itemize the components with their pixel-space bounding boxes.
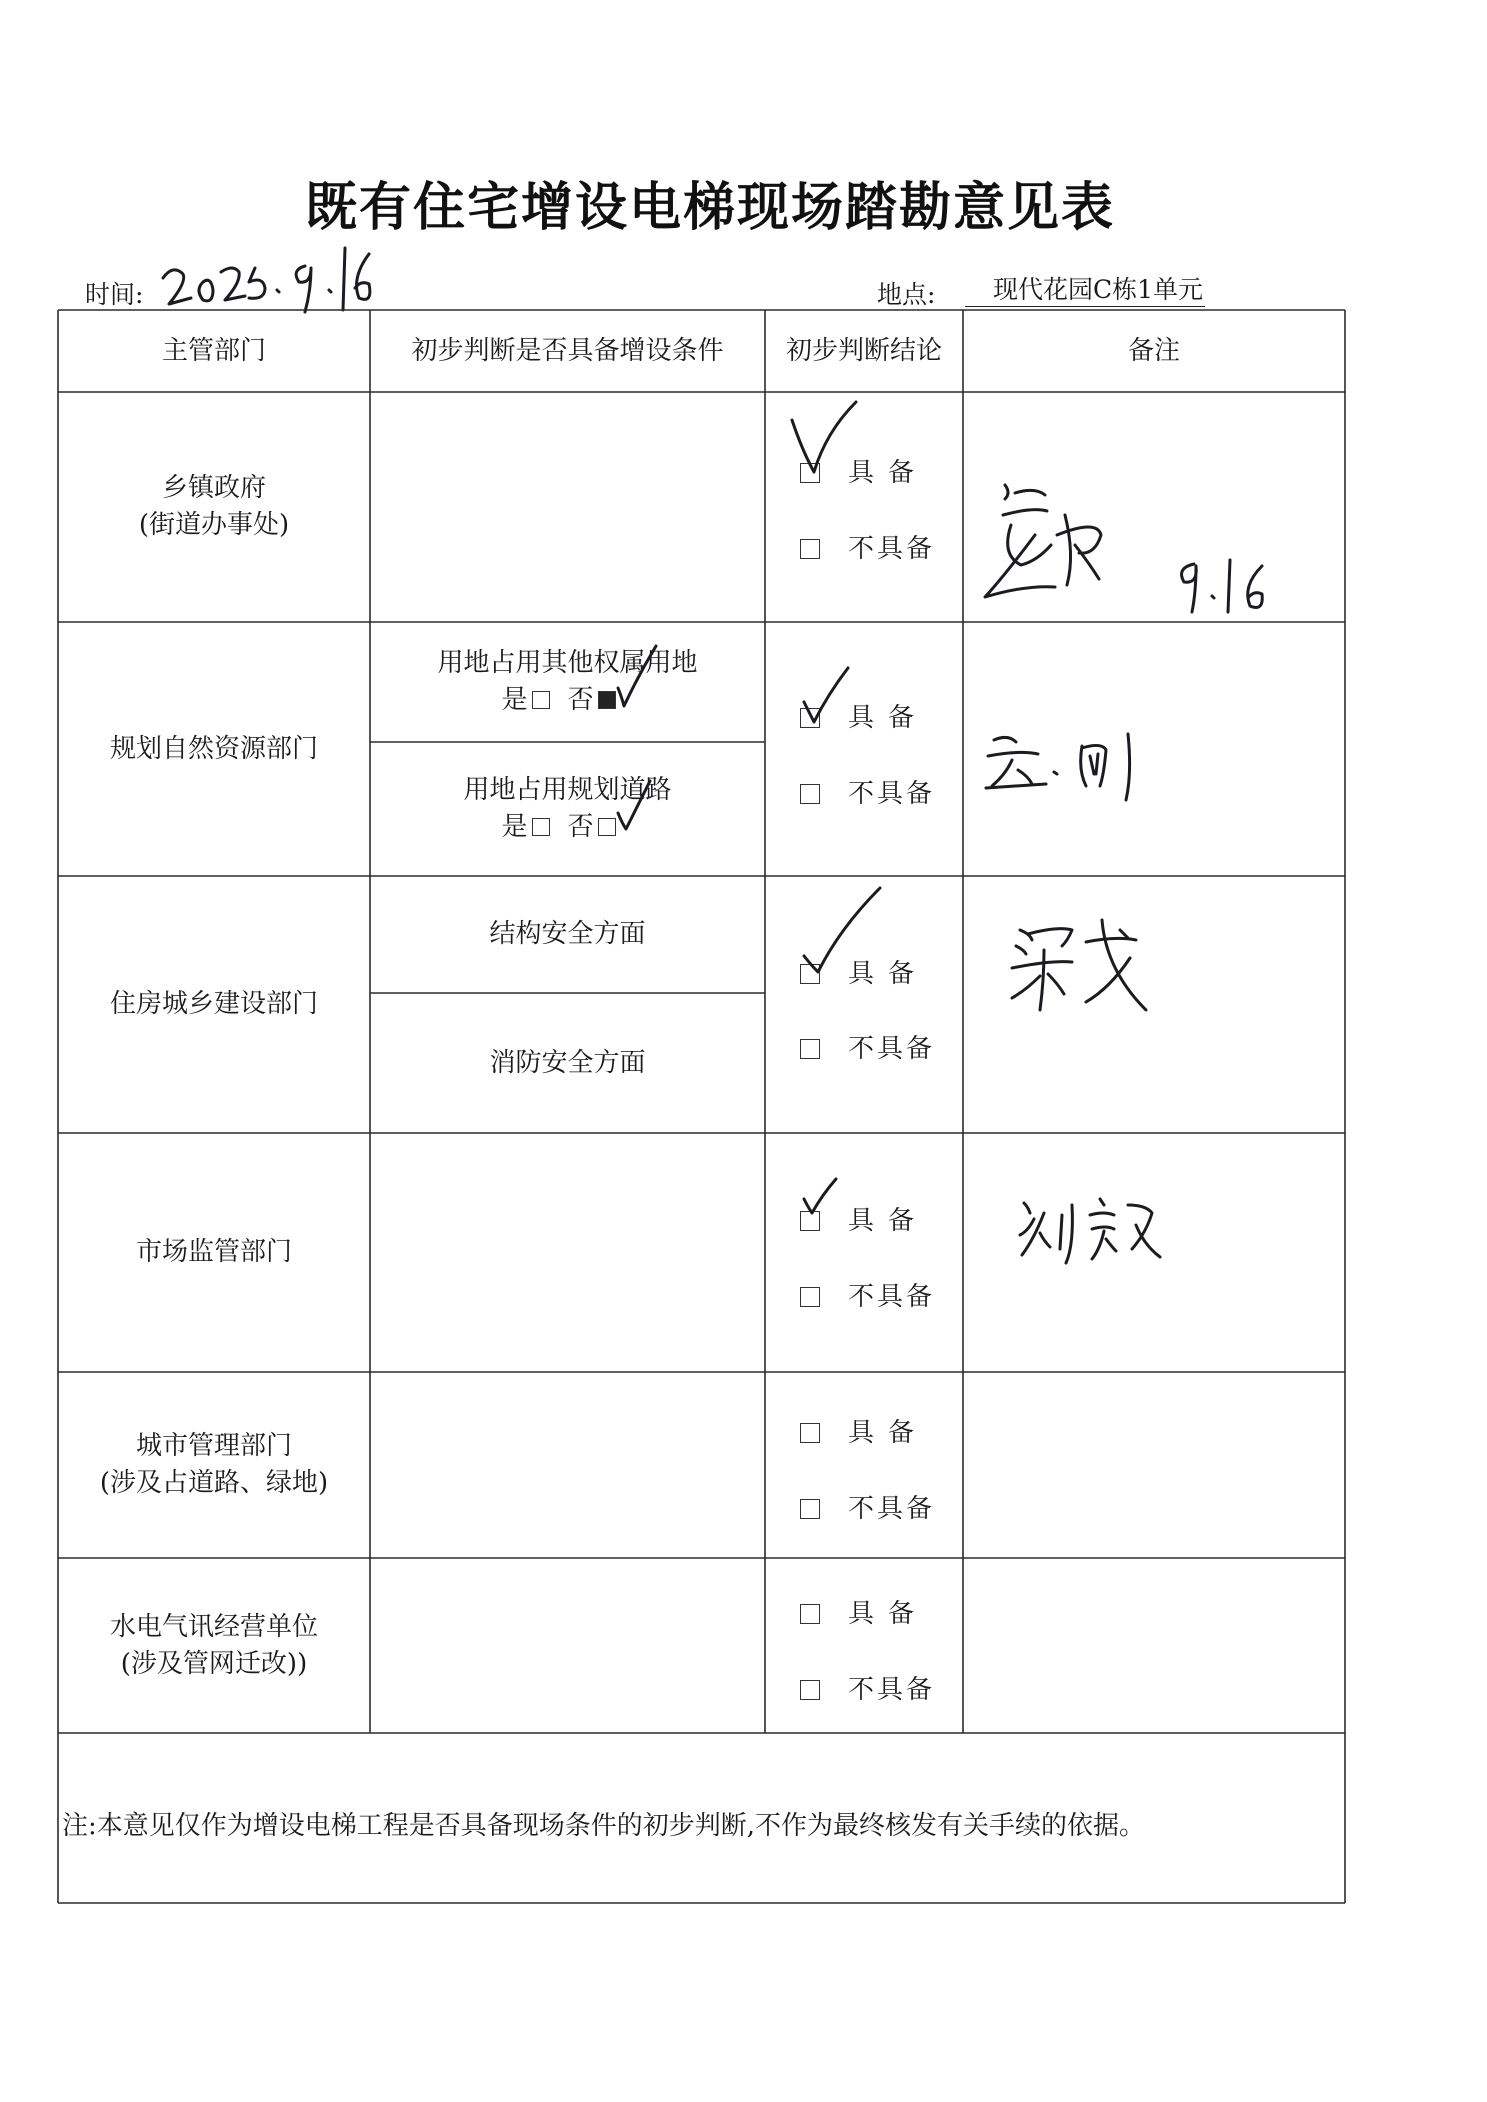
checkmark-icon (798, 662, 858, 732)
option-label: 具备 (848, 458, 929, 488)
criteria-text: 用地占用规划道路 (463, 775, 672, 805)
header-conclusion: 初步判断结论 (785, 335, 942, 366)
option-no-checkbox[interactable] (800, 1028, 935, 1065)
table-row-dept (58, 1558, 370, 1733)
table-row-dept (58, 392, 370, 622)
option-label: 具备 (848, 1599, 929, 1629)
dept-name: 规划自然资源部门 (109, 733, 318, 764)
yes-label: 是 (501, 685, 528, 715)
checkmark-icon (786, 398, 866, 488)
yes-checkbox[interactable] (532, 691, 550, 709)
checkbox-box[interactable] (800, 784, 820, 804)
table-row-dept (58, 1372, 370, 1558)
criteria-text: 用地占用其他权属用地 (437, 648, 698, 678)
checkbox-box[interactable] (800, 1604, 820, 1624)
checkbox-box[interactable] (800, 539, 820, 559)
option-label: 不具备 (848, 1282, 936, 1312)
header-criteria: 初步判断是否具备增设条件 (411, 335, 724, 366)
checkmark-icon (798, 1175, 848, 1225)
yes-checkbox[interactable] (532, 818, 550, 836)
option-no-checkbox[interactable] (800, 773, 935, 810)
yes-label: 是 (501, 812, 528, 842)
dept-name: 城市管理部门 (135, 1431, 292, 1461)
time-label: 时间: (85, 280, 144, 309)
dept-name: 乡镇政府 (161, 473, 266, 503)
location-value: 现代花园C栋1单元 (965, 275, 1205, 307)
dept-name: 住房城乡建设部门 (109, 989, 318, 1019)
form-title: 既有住宅增设电梯现场踏勘意见表 (304, 178, 1115, 238)
option-label: 不具备 (848, 534, 936, 564)
option-no-checkbox[interactable] (800, 1276, 935, 1313)
header-department: 主管部门 (161, 335, 266, 366)
table-row-dept (58, 876, 370, 1133)
location-label: 地点: (877, 280, 936, 309)
checkbox-box[interactable] (800, 1499, 820, 1519)
option-label: 不具备 (848, 1494, 936, 1524)
signature-image (975, 475, 1125, 615)
dept-subname: (涉及管网迁改)) (120, 1648, 308, 1679)
checkmark-icon (610, 775, 660, 845)
criteria-cell (370, 742, 765, 876)
option-label: 具备 (848, 959, 929, 989)
option-label: 具备 (848, 703, 929, 733)
option-label: 具备 (848, 1206, 929, 1236)
signature-image (978, 712, 1158, 802)
dept-name: 水电气讯经营单位 (109, 1611, 318, 1642)
checkbox-box[interactable] (800, 1680, 820, 1700)
option-no-checkbox[interactable] (800, 1488, 935, 1525)
dept-subname: (涉及占道路、绿地) (99, 1468, 329, 1498)
time-value-handwriting (155, 238, 385, 318)
option-yes-checkbox[interactable] (800, 1412, 928, 1449)
checkmark-icon (798, 884, 888, 984)
option-yes-checkbox[interactable] (800, 1593, 928, 1630)
table-row-dept (58, 1133, 370, 1372)
option-no-checkbox[interactable] (800, 528, 935, 565)
option-label: 不具备 (848, 779, 936, 809)
date-handwriting (1170, 550, 1280, 620)
checkmark-icon (612, 640, 662, 720)
option-no-checkbox[interactable] (800, 1669, 935, 1706)
header-remarks: 备注 (1127, 335, 1180, 366)
checkbox-box[interactable] (800, 1423, 820, 1443)
no-label: 否 (567, 685, 594, 715)
table-row-dept (58, 622, 370, 876)
dept-subname: (街道办事处) (138, 510, 290, 540)
criteria-text: 消防安全方面 (489, 1047, 646, 1078)
criteria-cell (370, 993, 765, 1133)
dept-name: 市场监管部门 (135, 1237, 292, 1267)
no-label: 否 (567, 812, 594, 842)
checkbox-box[interactable] (800, 1039, 820, 1059)
option-label: 不具备 (848, 1675, 936, 1705)
criteria-cell (370, 876, 765, 993)
signature-image (1000, 910, 1160, 1020)
criteria-text: 结构安全方面 (489, 919, 646, 949)
signature-image (1010, 1185, 1170, 1275)
option-label: 不具备 (848, 1034, 936, 1064)
checkbox-box[interactable] (800, 1287, 820, 1307)
criteria-cell (370, 622, 765, 742)
option-label: 具备 (848, 1418, 929, 1448)
footer-note: 注:本意见仅作为增设电梯工程是否具备现场条件的初步判断,不作为最终核发有关手续的依据。 (62, 1811, 1146, 1841)
